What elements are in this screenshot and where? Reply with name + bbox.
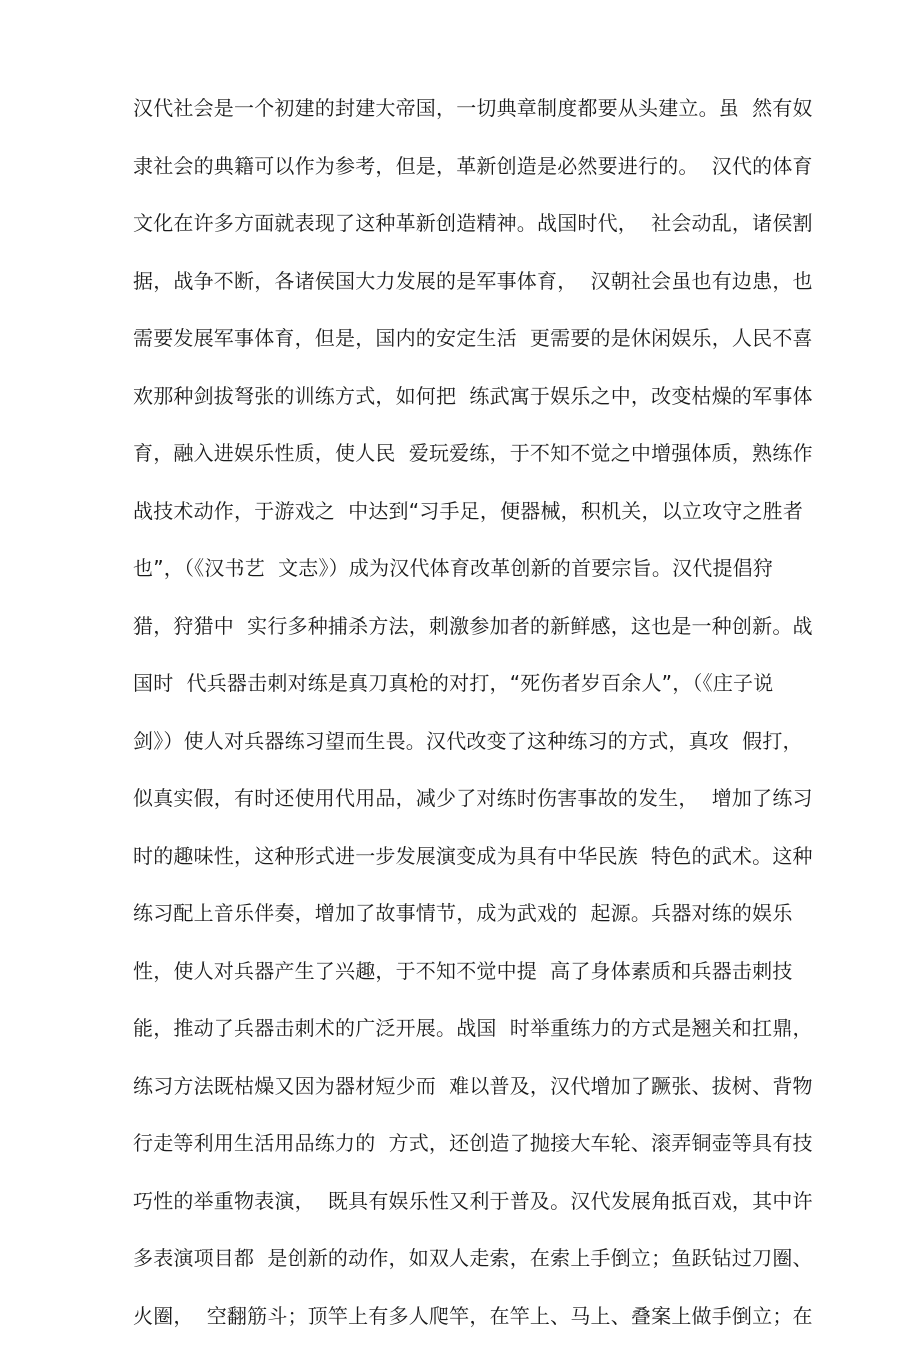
text-line-21: 多表演项目都 是创新的动作，如双人走索，在索上手倒立；鱼跃钻过刀圈、 <box>133 1246 813 1270</box>
text-line-15: 练习配上音乐伴奏，增加了故事情节，成为武戏的 起源。兵器对练的娱乐 <box>133 901 793 925</box>
text-line-20: 巧性的举重物表演， 既具有娱乐性又利于普及。汉代发展角抵百戏，其中许 <box>133 1188 813 1213</box>
text-line-19: 行走等利用生活用品练力的 方式，还创造了抛接大车轮、滚弄铜壶等具有技 <box>133 1131 813 1155</box>
text-line-3: 文化在许多方面就表现了这种革新创造精神。战国时代， 社会动乱，诸侯割 <box>133 211 813 235</box>
text-line-12: 剑》）使人对兵器练习望而生畏。汉代改变了这种练习的方式，真攻 假打， <box>133 728 803 753</box>
text-line-6: 欢那种剑拔弩张的训练方式，如何把 练武寓于娱乐之中，改变枯燥的军事体 <box>133 383 813 408</box>
text-line-8: 战技术动作，于游戏之 中达到“习手足，便器械，积机关，以立攻守之胜者 <box>133 498 804 523</box>
text-line-11: 国时 代兵器击刺对练是真刀真枪的对打，“死伤者岁百余人”，（《庄子说 <box>133 671 774 695</box>
text-line-1: 汉代社会是一个初建的封建大帝国，一切典章制度都要从头建立。虽 然有奴 <box>133 96 813 120</box>
text-line-4: 据，战争不断，各诸侯国大力发展的是军事体育， 汉朝社会虽也有边患，也 <box>133 268 813 293</box>
body-text <box>133 98 813 1363</box>
text-line-16: 性，使人对兵器产生了兴趣，于不知不觉中提 高了身体素质和兵器击刺技 <box>133 958 793 983</box>
text-line-17: 能，推动了兵器击刺术的广泛开展。战国 时举重练力的方式是翘关和扛鼎， <box>133 1016 813 1040</box>
text-line-5: 需要发展军事体育，但是，国内的安定生活 更需要的是休闲娱乐，人民不喜 <box>133 326 813 350</box>
text-line-9: 也”，（《汉书艺 文志》）成为汉代体育改革创新的首要宗旨。汉代提倡狩 <box>133 556 774 580</box>
text-line-13: 似真实假，有时还使用代用品，减少了对练时伤害事故的发生， 增加了练习 <box>133 786 813 810</box>
text-line-2: 隶社会的典籍可以作为参考，但是，革新创造是必然要进行的。 汉代的体育 <box>133 153 813 178</box>
text-line-7: 育，融入进娱乐性质，使人民 爱玩爱练，于不知不觉之中增强体质，熟练作 <box>133 441 813 465</box>
text-line-18: 练习方法既枯燥又因为器材短少而 难以普及，汉代增加了蹶张、拔树、背物 <box>133 1073 813 1098</box>
text-line-22: 火圈， 空翻筋斗；顶竿上有多人爬竿，在竿上、马上、叠案上做手倒立；在 <box>133 1303 813 1328</box>
text-line-14: 时的趣味性，这种形式进一步发展演变成为具有中华民族 特色的武术。这种 <box>133 843 813 868</box>
text-line-10: 猎，狩猎中 实行多种捕杀方法，刺激参加者的新鲜感，这也是一种创新。战 <box>133 613 813 638</box>
